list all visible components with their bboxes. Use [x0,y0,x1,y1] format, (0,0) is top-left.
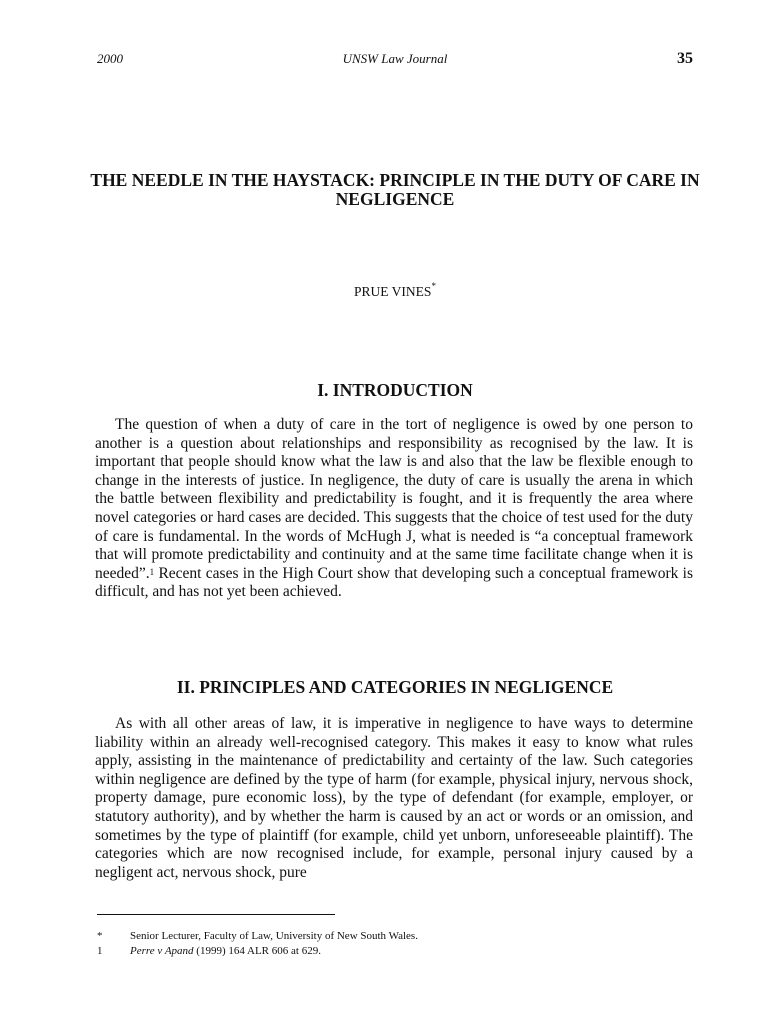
footnote-divider [97,914,335,915]
footnote-text: Senior Lecturer, Faculty of Law, University of New South Wales. [130,930,418,942]
footnote-text [130,944,321,958]
article-title: THE NEEDLE IN THE HAYSTACK: PRINCIPLE IN THE DUTY OF CARE IN NEGLIGENCE [90,170,700,209]
running-head-journal: UNSW Law Journal [342,51,448,66]
paragraph-principles: As with all other areas of law, it is imperative in negligence to have ways to determine liability within an already well-recognised category. This makes it easy to know what rules apply, assisting in the maintenance of predictability and certainty of the law. Such categories within negligence are defined by the type of harm (for example, physical injury, nervous shock, property damage, pure economic loss), by the type of defendant (for example, employer, or statutory authority), and by whether the harm is caused by an act or words or an omission, and sometimes by the type of plaintiff (for example, child yet unborn, unforeseeable plaintiff). The categories which are now recognised include, for example, personal injury caused by a negligent act, nervous shock, pure [95,715,693,881]
footnote-reference-1: 1 [149,566,155,577]
paragraph-introduction-text: The question of when a duty of care in the tort of negligence is owed by one person to another is a question about relationships and responsibility as recognised by the law. It is important that people should know what the law is and also that the law be flexible enough to change in the interests of justice. In negligence, the duty of care is usually the arena in which the battle between flexibility and predictability is fought, and it is frequently the area where novel categories or hard cases are decided. This suggests that the choice of test used for the duty of care is fundamental. In the words of McHugh J, what is needed is “a conceptual framework that will promote predictability and continuity and at the same time facilitate change when it is needed”. [95,416,693,582]
author-footnote-mark: * [431,281,436,291]
section-heading-principles: II. PRINCIPLES AND CATEGORIES IN NEGLIGENCE [176,677,614,697]
section-heading-introduction: I. INTRODUCTION [317,380,473,400]
page-number: 35 [677,50,693,67]
footnote-mark: * [97,930,103,942]
footnote-case-name: Perre v Apand [130,945,194,957]
running-head [97,51,693,71]
running-head-year: 2000 [97,51,123,66]
article-author [97,281,693,300]
paragraph-introduction [95,416,693,602]
footnote-citation: (1999) 164 ALR 606 at 629. [193,945,321,957]
footnote-mark: 1 [97,945,103,957]
paragraph-introduction-text-continued: Recent cases in the High Court show that developing such a conceptual framework is difficult, and has not yet been achieved. [95,564,693,601]
author-name: PRUE VINES [354,284,432,299]
